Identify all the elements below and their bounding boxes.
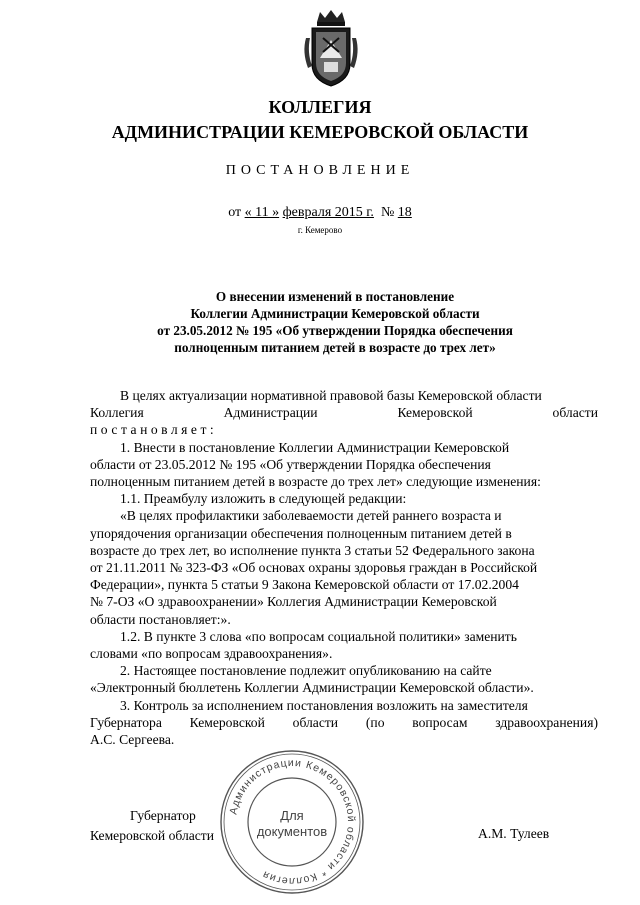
- date-day: « 11 »: [244, 205, 280, 220]
- stamp-center-line2: документов: [256, 824, 328, 839]
- number-sign: №: [380, 205, 395, 220]
- quote-line: упорядочения организации обеспечения полноценным питанием детей в: [90, 525, 512, 541]
- paragraph-3-line-justified: [90, 714, 598, 731]
- paragraph-1-2-line: словами «по вопросам здравоохранения».: [90, 646, 333, 662]
- title-line: полноценным питанием детей в возрасте до трех лет»: [174, 340, 496, 355]
- quote-line: возрасте до трех лет, во исполнение пункта 3 статьи 52 Федерального закона: [90, 542, 535, 558]
- stamp-center-line1: Для: [280, 808, 304, 823]
- intro-resolution: постановляет:: [90, 422, 218, 438]
- word: Кемеровской: [397, 405, 473, 421]
- word: Администрации: [223, 405, 318, 421]
- signatory-post-line2: Кемеровской области: [90, 828, 215, 843]
- paragraph-3-line: А.С. Сергеева.: [90, 732, 175, 748]
- date-line: [0, 205, 640, 221]
- paragraph-1-line: полноценным питанием детей в возрасте до трех лет» следующие изменения:: [90, 474, 541, 490]
- paragraph-1-2-line: 1.2. В пункте 3 слова «по вопросам социальной политики» заменить: [120, 628, 517, 644]
- word: области: [552, 405, 598, 421]
- word: Кемеровской: [189, 714, 265, 730]
- word: (по: [365, 714, 385, 730]
- quote-line: от 21.11.2011 № 323-ФЗ «Об основах охраны здоровья граждан в Российской: [90, 560, 538, 576]
- title-line: от 23.05.2012 № 195 «Об утверждении Порядка обеспечения: [157, 323, 513, 338]
- signatory-name: А.М. Тулеев: [478, 826, 550, 841]
- intro-line: В целях актуализации нормативной правовой базы Кемеровской области: [120, 388, 542, 403]
- paragraph-3-line: 3. Контроль за исполнением постановления возложить на заместителя: [120, 697, 528, 713]
- word: Губернатора: [90, 714, 162, 730]
- document-number: 18: [397, 205, 412, 220]
- title-line: Коллегии Администрации Кемеровской области: [190, 306, 480, 321]
- paragraph-2-line: 2. Настоящее постановление подлежит опубликованию на сайте: [120, 663, 492, 679]
- date-month-year: февраля 2015 г.: [282, 205, 374, 220]
- intro-line-justified: [90, 404, 598, 421]
- paragraph-1-line: области от 23.05.2012 № 195 «Об утверждении Порядка обеспечения: [90, 456, 491, 472]
- signatory-post: [90, 806, 214, 846]
- document-body: [90, 387, 598, 748]
- signatory-post-line1: Губернатор: [130, 808, 196, 823]
- word: вопросам: [412, 714, 468, 730]
- title-line: О внесении изменений в постановление: [215, 289, 455, 304]
- paragraph-1-1-line: 1.1. Преамбулу изложить в следующей редакции:: [120, 491, 407, 507]
- official-stamp: [218, 748, 366, 896]
- coat-of-arms-emblem: [300, 8, 362, 90]
- place-of-issue: г. Кемерово: [297, 225, 343, 235]
- quote-line: Федерации», пункта 5 статьи 9 Закона Кемеровской области от 17.02.2004: [90, 577, 519, 593]
- org-name-line2: АДМИНИСТРАЦИИ КЕМЕРОВСКОЙ ОБЛАСТИ: [111, 122, 529, 142]
- word: здравоохранения): [495, 714, 598, 730]
- paragraph-1-line: 1. Внести в постановление Коллегии Администрации Кемеровской: [120, 439, 510, 455]
- quote-line: «В целях профилактики заболеваемости детей раннего возраста и: [120, 508, 502, 524]
- date-prefix: от: [228, 205, 242, 220]
- quote-line: № 7-ОЗ «О здравоохранении» Коллегия Администрации Кемеровской: [90, 594, 497, 610]
- stamp-ring-text: Администрации Кемеровской области * Коллегия: [227, 756, 358, 888]
- paragraph-2-line: «Электронный бюллетень Коллегии Администрации Кемеровской области».: [90, 680, 534, 696]
- org-name-line1: КОЛЛЕГИЯ: [268, 97, 372, 117]
- quote-line: области постановляет:».: [90, 611, 231, 627]
- word: области: [292, 714, 339, 730]
- document-title: [95, 288, 575, 356]
- document-type: ПОСТАНОВЛЕНИЕ: [225, 163, 415, 178]
- word: Коллегия: [90, 405, 144, 421]
